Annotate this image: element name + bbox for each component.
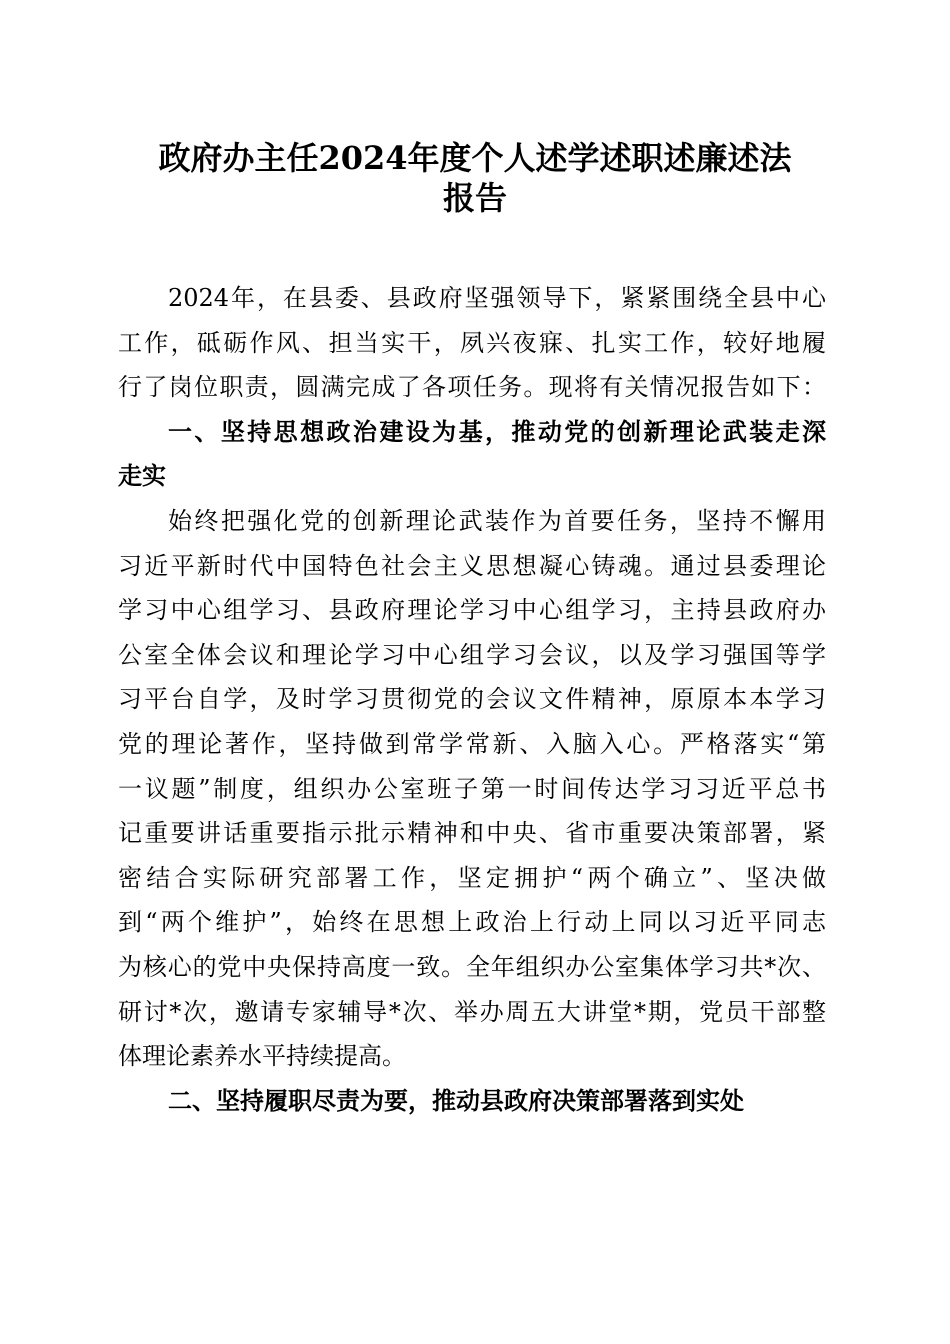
paragraph-line: 始终把强化党的创新理论武装作为首要任务，坚持不懈用 <box>168 506 826 535</box>
paragraph-line: 研讨*次，邀请专家辅导*次、举办周五大讲堂*期，党员干部整 <box>118 997 826 1026</box>
paragraph-line: 体理论素养水平持续提高。 <box>118 1042 406 1071</box>
paragraph-line: 记重要讲话重要指示批示精神和中央、省市重要决策部署，紧 <box>118 819 826 848</box>
paragraph-line: 学习中心组学习、县政府理论学习中心组学习，主持县政府办 <box>118 596 826 625</box>
paragraph-line: 公室全体会议和理论学习中心组学习会议，以及学习强国等学 <box>118 640 826 669</box>
document-title-line-2: 报告 <box>442 179 507 217</box>
paragraph-line: 2024年，在县委、县政府坚强领导下，紧紧围绕全县中心 <box>168 284 826 312</box>
paragraph-line: 行了岗位职责，圆满完成了各项任务。现将有关情况报告如下： <box>118 373 826 402</box>
document-title-line-1: 政府办主任2024年度个人述学述职述廉述法 <box>158 139 792 177</box>
document-body <box>118 276 826 1123</box>
paragraph-line: 习近平新时代中国特色社会主义思想凝心铸魂。通过县委理论 <box>118 551 826 580</box>
paragraph-line: 工作，砥砺作风、担当实干，夙兴夜寐、扎实工作，较好地履 <box>118 328 826 357</box>
section-heading-1-cont: 走实 <box>118 462 166 491</box>
paragraph-line: 到“两个维护”，始终在思想上政治上行动上同以习近平同志 <box>118 908 826 937</box>
paragraph-line: 密结合实际研究部署工作，坚定拥护“两个确立”、坚决做 <box>118 863 826 892</box>
paragraph-line: 一议题”制度，组织办公室班子第一时间传达学习习近平总书 <box>118 774 826 803</box>
section-heading-2: 二、坚持履职尽责为要，推动县政府决策部署落到实处 <box>168 1086 744 1115</box>
paragraph-line: 习平台自学，及时学习贯彻党的会议文件精神，原原本本学习 <box>118 685 826 714</box>
paragraph-line: 为核心的党中央保持高度一致。全年组织办公室集体学习共*次、 <box>118 952 826 981</box>
paragraph-line: 党的理论著作，坚持做到常学常新、入脑入心。严格落实“第 <box>118 729 826 758</box>
section-heading-1: 一、坚持思想政治建设为基，推动党的创新理论武装走深 <box>168 417 826 446</box>
